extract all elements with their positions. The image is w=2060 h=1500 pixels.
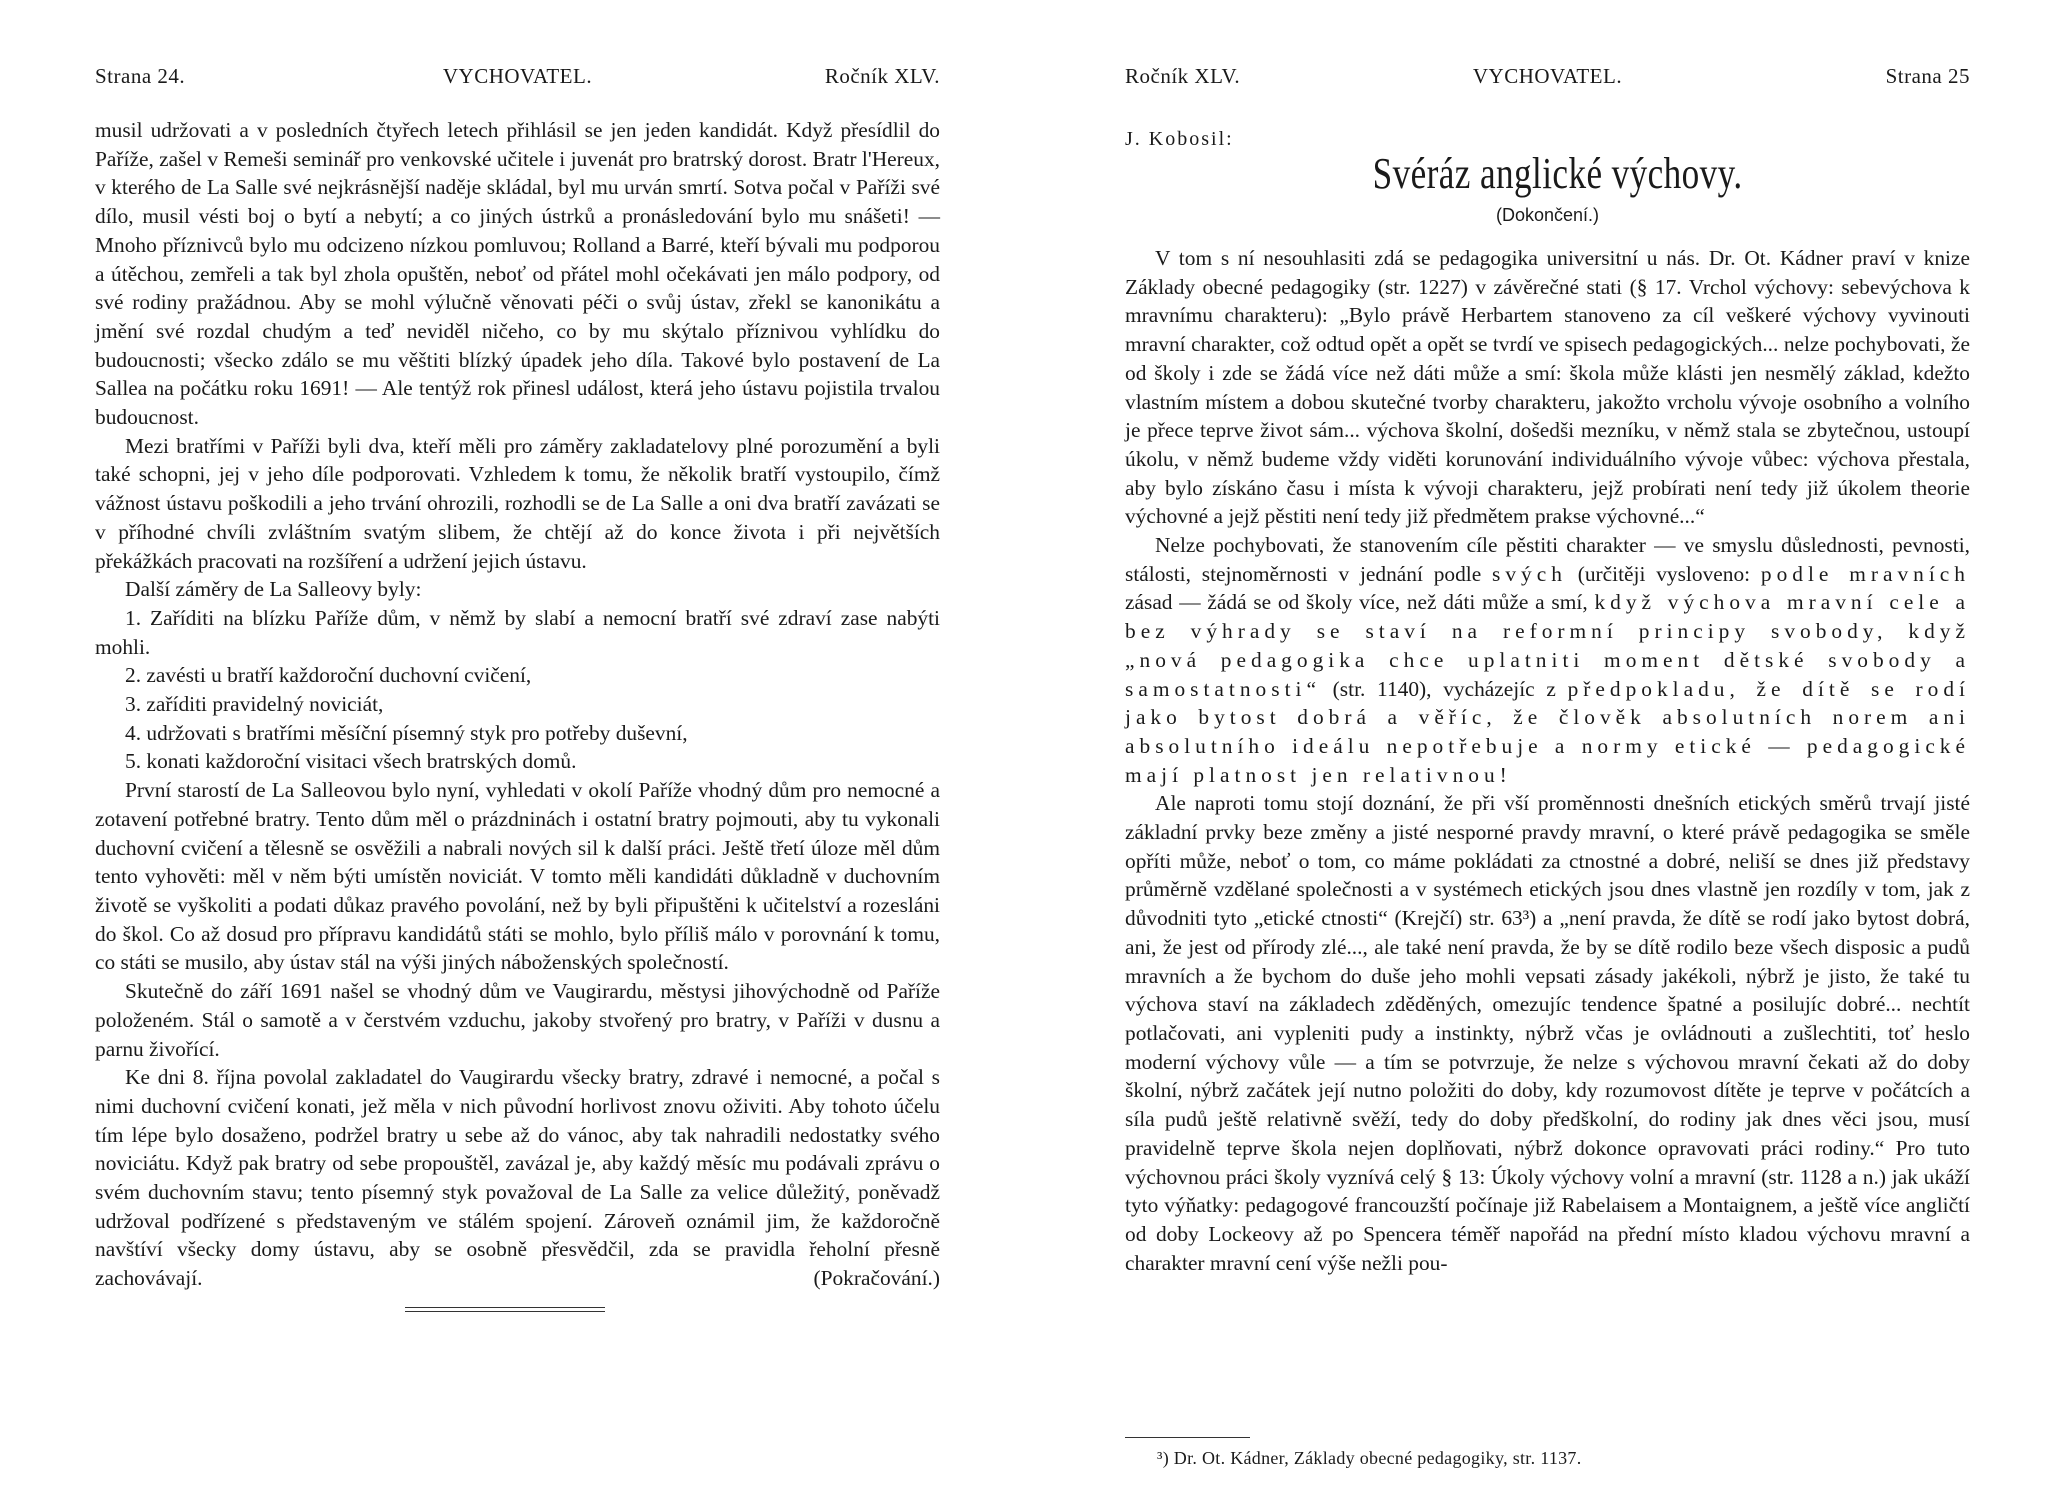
list-item: 5. konati každoroční visitaci všech bratrských domů.	[125, 749, 577, 774]
paragraph-text: Ke dni 8. října povolal zakladatel do Vaugirardu všecky bratry, zdravé i nemocné, a počal s nimi duchovní cvičení konati, jež měla v nich původní horlivost znovu oživiti. Aby tohoto účelu tím lépe bylo dosaženo, podržel bratry u sebe až do vánoc, aby tak nahradili nedostatky svého noviciátu. Když pak bratry od sebe propouštěl, zavázal je, aby každý měsíc mu podávali zprávu o svém duchovním stavu; tento písemný styk považoval de La Salle za velice důležitý, poněvadž udržoval podřízené s představeným ve stálém spojení. Zároveň oznámil jim, že každoročně navštíví všecky domy ústavu, aby se osobně přesvědčil, zda se pravidla řeholní přesně zachovávají.	[95, 1065, 940, 1291]
paragraph: První starostí de La Salleovou bylo nyní, vyhledati v okolí Paříže vhodný dům pro nemocné a zotavení potřebné bratry. Tento dům měl o prázdninách i ostatní bratry pojmouti, aby tu vykonali duchovní cvičení a tělesně se osvěžili a nabrali nových sil k další práci. Ještě třetí úloze měl dům tento vyhověti: měl v něm býti umístěn noviciát. V tomto měli kandidáti důkladně v duchovním životě se vyškoliti a podati důkaz pravého povolání, než by byli připuštěni k učitelství a rozesláni do škol. Co až dosud pro přípravu kandidátů státi se mohlo, bylo příliš málo v porovnání k tomu, co státi se musilo, aby ústav stál na výši jiných náboženských společností.	[95, 778, 940, 975]
left-volume: Ročník XLV.	[824, 64, 940, 88]
left-page	[95, 0, 940, 1500]
end-rule	[405, 1311, 605, 1312]
footnote-rule	[1125, 1437, 1250, 1438]
paragraph: Ale naproti tomu stojí doznání, že při vší proměnnosti dnešních etických směrů trvají jisté základní prvky beze změny a jisté nesporné pravdy mravní, o které právě pedagogika se směle opříti může, neboť o tom, co máme pokládati za ctnostné a dobré, neliší se dnes již představy průměrně vzdělané společnosti a v systémech etických jsou dnes vlastně jen rozdíly v tom, jak z důvodniti tyto „etické ctnosti“ (Krejčí) str. 63³) a „není pravda, že dítě se rodí jako bytost dobrá, ani, že jest od přírody zlé..., ale také není pravda, že by se dítě rodilo beze všech disposic a pudů mravních a že bychom do duše jeho mohli vepsati zásady jakékoli, nýbrž je jisto, že také tu výchova staví na základech zděděných, omezujíc tendence špatné a posilujíc dobré... nechtít potlačovati, ani vypleniti pudy a instinkty, nýbrž včas je ovládnouti a zušlechtiti, toť heslo moderní výchovy vůle — a tím se potvrzuje, že nelze s výchovou mravní čekati až do doby školní, nýbrž začátek její nutno položiti do doby, kdy rozumovost dítěte je teprve v počátcích a síla pudů ještě relativně svěží, tedy do doby předškolní, do rodiny jak dnes věci jsou, musí pravidelně teprve škola nejen doplňovati, nýbrž dokonce opravovati práci rodiny.“ Pro tuto výchovnou práci školy vyznívá celý § 13: Úkoly výchovy volní a mravní (str. 1128 a n.) jak ukáží tyto výňatky: pedagogové francouzští počínaje již Rabelaisem a Montaignem, a ještě více angličtí od doby Lockeovy až po Spencera téměř napořád na přední místo kladou výchovu mravní a charakter mravní cení výše nežli pou-	[1125, 791, 1970, 1275]
paragraph: Mezi bratřími v Paříži byli dva, kteří měli pro záměry zakladatelovy plné porozumění a byli také schopni, jej v jeho díle podporovati. Vzhledem k tomu, že několik bratří vystoupilo, čímž vážnost ústavu poškodili a jeho trvání ohrozili, rozhodli se de La Salle a oni dva bratří zavázati se v příhodné chvíli zvláštním svatým slibem, že chtějí až do konce života i při největších překážkách pracovati na rozšíření a udržení jejich ústavu.	[95, 433, 940, 573]
continuation-note: (Pokračování.)	[813, 1266, 940, 1291]
left-running-header	[95, 64, 940, 94]
paragraph	[95, 1063, 940, 1293]
emphasis: svých	[1492, 561, 1567, 586]
article-title: Svéráz anglické výchovy.	[1372, 149, 1743, 198]
paragraph: Skutečně do září 1691 našel se vhodný dům ve Vaugirardu, městysi jihovýchodně od Paříže položeném. Stál o samotě a v čerstvém vzduchu, jakoby stvořený pro bratry, v Paříži v dusnu a parnu živořící.	[95, 979, 940, 1061]
emphasis: podle mravních	[1760, 561, 1970, 586]
text-run: (str. 1140), vycházejíc z	[1332, 676, 1556, 701]
text-run: Nelze pochybovati, že stanovením cíle pěstiti charakter — ve smyslu důslednosti, pevnosti, stálosti, stejnoměrnosti v jednání podle	[1125, 533, 1970, 586]
left-body-text	[95, 116, 940, 1317]
end-rule	[405, 1307, 605, 1308]
paragraph	[1125, 531, 1970, 789]
article-subtitle: (Dokončení.)	[1495, 205, 1600, 225]
text-run: zásad — žádá se od školy více, než dáti může a smí,	[1125, 590, 1588, 615]
article-author: J. Kobosil:	[1125, 128, 1234, 150]
paragraph: V tom s ní nesouhlasiti zdá se pedagogika universitní u nás. Dr. Ot. Kádner praví v knize Základy obecné pedagogiky (str. 1227) v závěrečné stati (§ 17. Vrchol výchovy: sebevýchova k mravnímu charakteru): „Bylo právě Herbartem stanoveno za cíl veškeré výchovy vyvinouti mravní charakter, což odtud opět a opět se tvrdí ve spisech pedagogických... nelze pochybovati, že od školy i zde se žádá více než dáti může a smí: škola může klásti jen nesmělý základ, kdežto vlastním místem a dobou skutečné tvorby charakteru, jakožto vrcholu vývoje osobního a volního je přece teprve život sám... výchova školní, došedši mezníku, v němž stala se zbytečnou, ustoupí úkolu, v němž budeme vždy viděti korunování individuálního vývoje vůbec: výchova přestala, aby bylo získáno času i místa k vývoji charakteru, jejž probírati není tedy již úkolem theorie výchovné a jejž pěstiti není tedy již předmětem prakse výchovné...“	[1125, 246, 1970, 529]
right-body-text	[1125, 244, 1970, 1277]
list-item: 1. Zaříditi na blízku Paříže dům, v němž by slabí a nemocní bratří své zdraví zase nabýti mohli.	[95, 605, 940, 659]
emphasis: předpokladu, že dítě se rodí jako bytost dobrá a věříc, že člověk absolutních norem ani absolutního ideálu nepotřebuje a normy etické — pedagogické mají platnost jen relativnou!	[1125, 676, 1971, 787]
right-running-header	[1125, 64, 1970, 94]
right-page-number: Strana 25	[1885, 64, 1970, 88]
text-run: (určitěji vysloveno:	[1577, 561, 1751, 586]
footnote: ³) Dr. Ot. Kádner, Základy obecné pedagogiky, str. 1137.	[1157, 1448, 1582, 1468]
left-page-number: Strana 24.	[95, 64, 186, 88]
paragraph: musil udržovati a v posledních čtyřech letech přihlásil se jen jeden kandidát. Když přesídlil do Paříže, zašel v Remeši seminář pro venkovské učitele i juvenát pro bratrský dorost. Bratr l'Hereux, v kterého de La Salle své nejkrásnější naděje skládal, byl mu urván smrtí. Sotva počal v Paříži své dílo, musil vésti boj o bytí a nebytí; a co jiných ústrků a pronásledování bylo mu snášeti! — Mnoho příznivců bylo mu odcizeno nízkou pomluvou; Rolland a Barré, kteří bývali mu podporou a útěchou, zemřeli a tak byl zhola opuštěn, neboť od přátel mohl očekávati jen málo podpory, od své rodiny pražádnou. Aby se mohl výlučně věnovati péči o svůj ústav, zřekl se kanonikátu a jmění své rozdal chudým a teď neviděl ničeho, co by mu skýtalo příznivou vyhlídku do budoucnosti; všecko zdálo se mu věštiti blízký úpadek jeho díla. Takové bylo postavení de La Sallea na počátku roku 1691! — Ale tentýž rok přinesl událost, která jeho ústavu pojistila trvalou budoucnost.	[95, 118, 940, 430]
list-item: 2. zavésti u bratří každoroční duchovní cvičení,	[125, 663, 532, 688]
list-item: 4. udržovati s bratřími měsíční písemný styk pro potřeby duševní,	[125, 720, 688, 745]
right-page	[1125, 0, 1970, 1500]
left-journal-title: VYCHOVATEL.	[442, 64, 593, 88]
right-journal-title: VYCHOVATEL.	[1472, 64, 1623, 88]
emphasis: když výchova mravní cele a bez výhrady se staví na reformní principy svobody, když „nová pedagogika chce uplatniti moment dětské svobody a samostatnosti“	[1125, 590, 1970, 701]
right-volume: Ročník XLV.	[1125, 64, 1241, 88]
list-item: 3. zaříditi pravidelný noviciát,	[125, 692, 384, 717]
paragraph: Další záměry de La Salleovy byly:	[125, 577, 422, 602]
